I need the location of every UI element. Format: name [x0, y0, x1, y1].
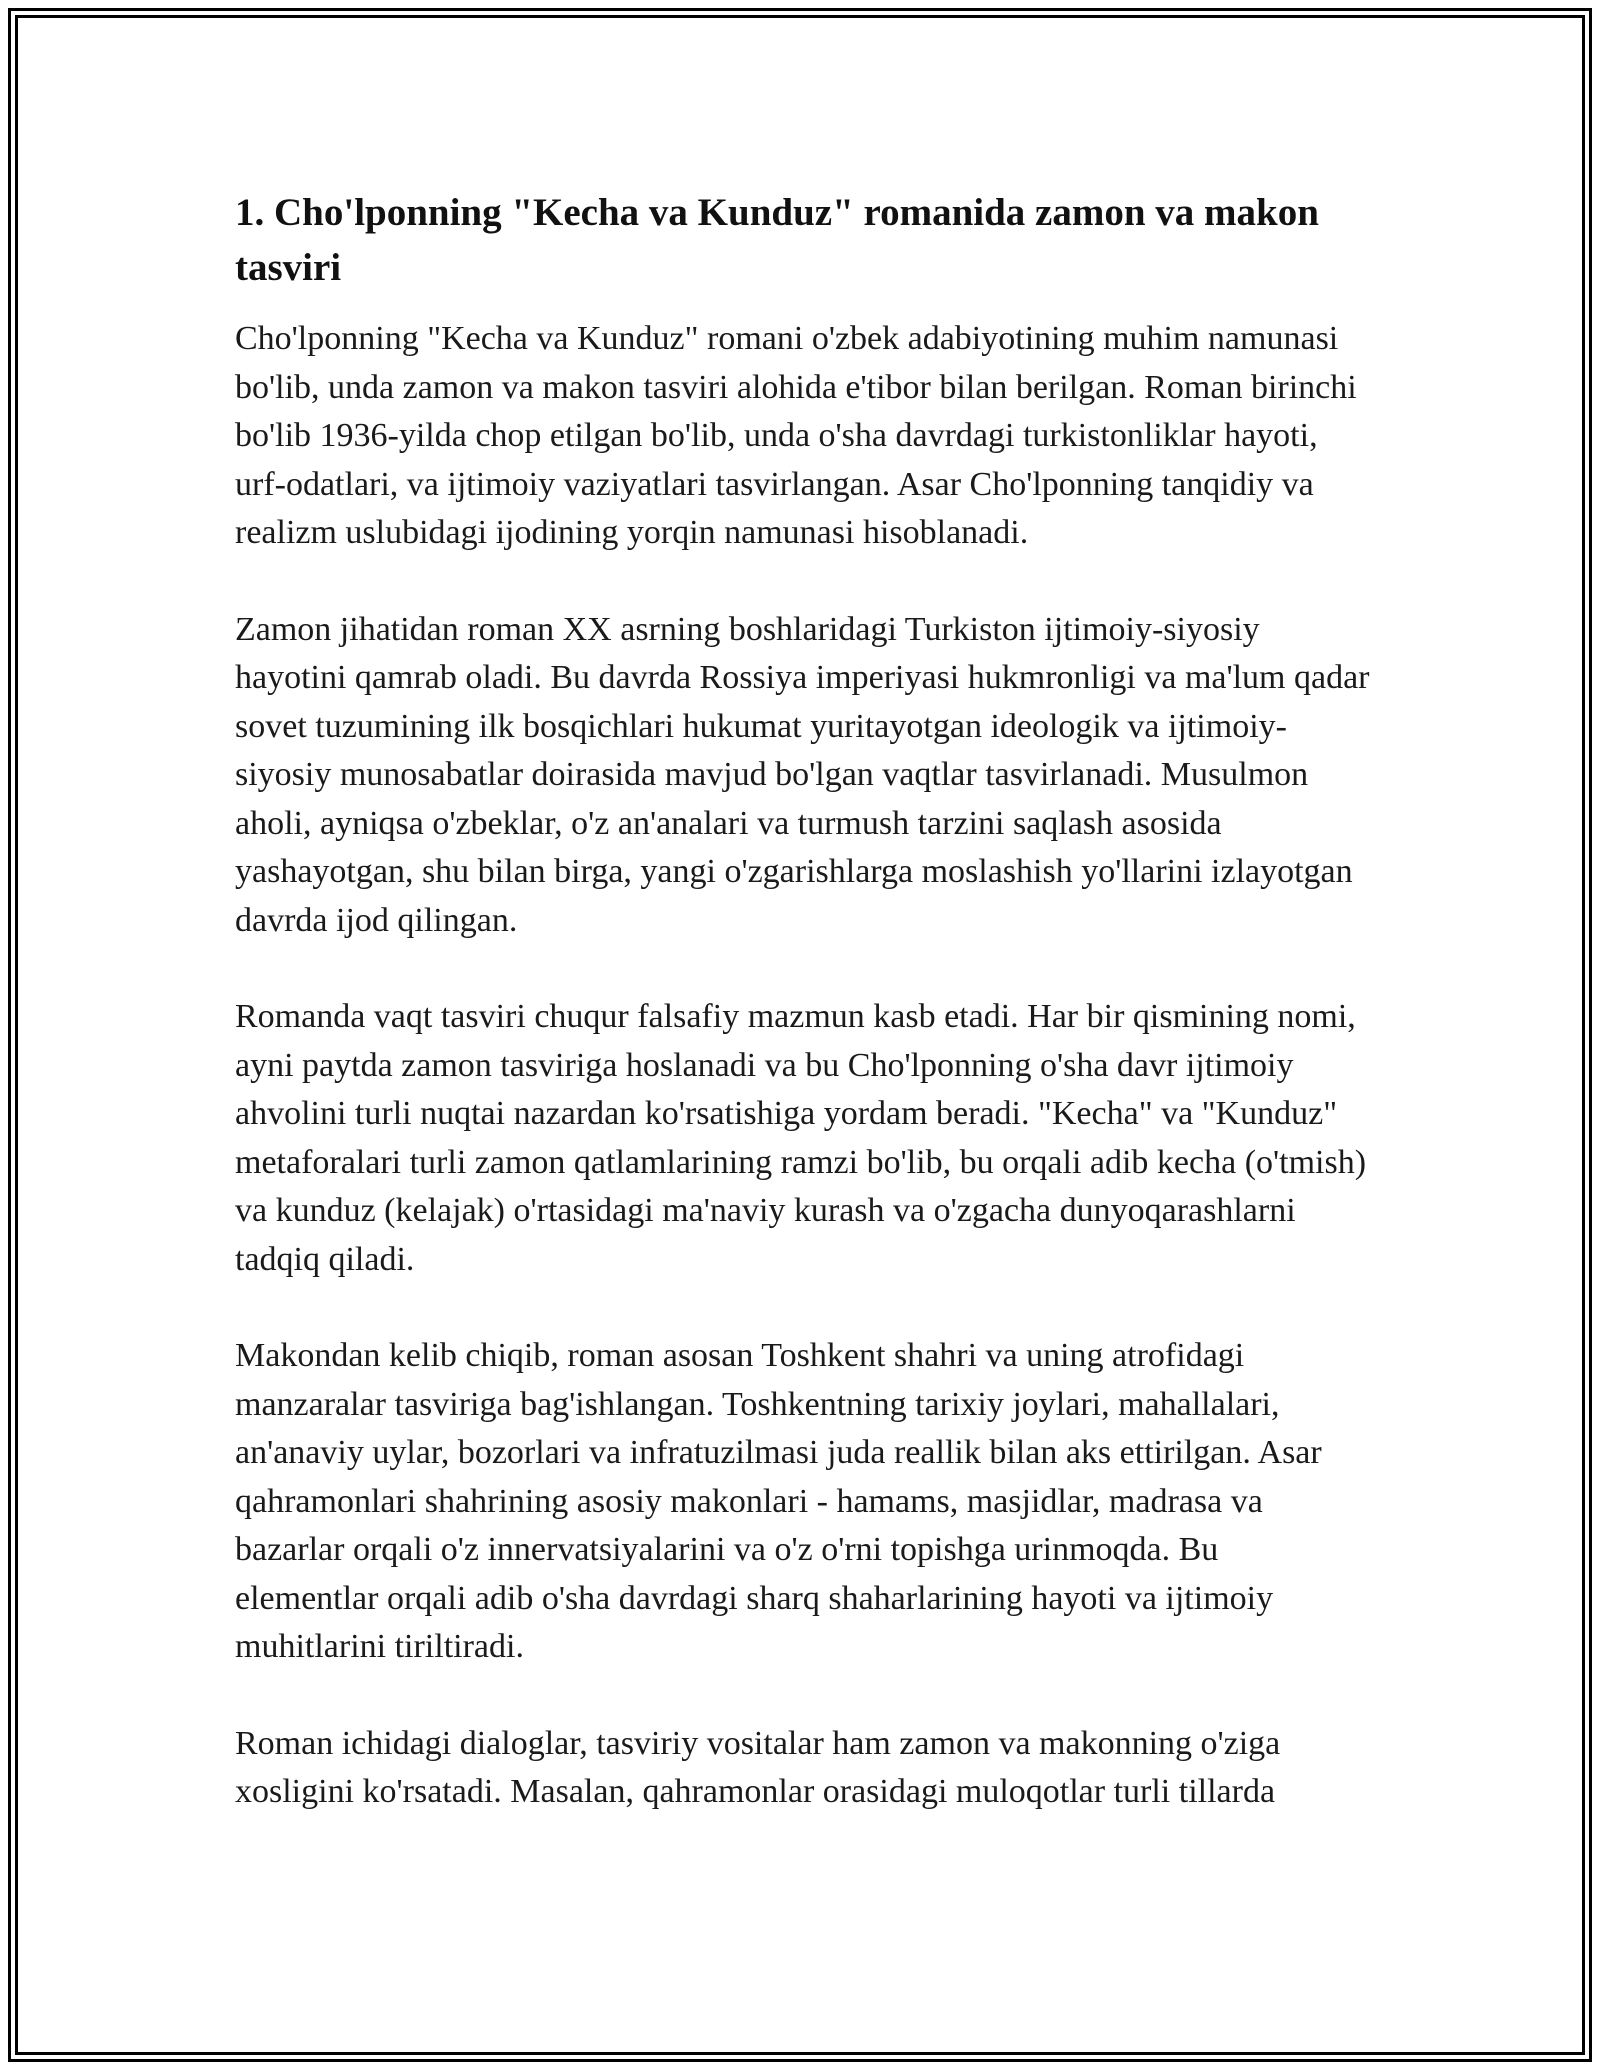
document-paragraphs [235, 315, 1370, 1817]
paragraph: Roman ichidagi dialoglar, tasviriy vositalar ham zamon va makonning o'ziga xosligini ko'rsatadi. Masalan, qahramonlar orasidagi muloqotlar turli tillarda [235, 1724, 1281, 1810]
paragraph: Romanda vaqt tasviri chuqur falsafiy mazmun kasb etadi. Har bir qismining nomi, ayni paytda zamon tasviriga hoslanadi va bu Cho'lponning o'sha davr ijtimoiy ahvolini turli nuqtai nazardan ko'rsatishiga yordam beradi. "Kecha" va "Kunduz" metaforalari turli zamon qatlamlarining ramzi bo'lib, bu orqali adib kecha (o'tmish) va kunduz (kelajak) o'rtasidagi ma'naviy kurash va o'zgacha dunyoqarashlarni tadqiq qiladi. [235, 998, 1367, 1278]
document-body [235, 185, 1370, 1865]
paragraph: Makondan kelib chiqib, roman asosan Toshkent shahri va uning atrofidagi manzaralar tasviriga bag'ishlangan. Toshkentning tarixiy joylari, mahallalari, an'anaviy uylar, bozorlari va infratuzilmasi juda reallik bilan aks ettirilgan. Asar qahramonlari shahrining asosiy makonlari - hamams, masjidlar, madrasa va bazarlar orqali o'z innervatsiyalarini va o'z o'rni topishga urinmoqda. Bu elementlar orqali adib o'sha davrdagi sharq shaharlarining hayoti va ijtimoiy muhitlarini tiriltiradi. [235, 1337, 1322, 1665]
document-title: 1. Cho'lponning "Kecha va Kunduz" romanida zamon va makon tasviri [235, 191, 1319, 289]
paragraph: Zamon jihatidan roman XX asrning boshlaridagi Turkiston ijtimoiy-siyosiy hayotini qamrab oladi. Bu davrda Rossiya imperiyasi hukmronligi va ma'lum qadar sovet tuzumining ilk bosqichlari hukumat yuritayotgan ideologik va ijtimoiy-siyosiy munosabatlar doirasida mavjud bo'lgan vaqtlar tasvirlanadi. Musulmon aholi, ayniqsa o'zbeklar, o'z an'analari va turmush tarzini saqlash asosida yashayotgan, shu bilan birga, yangi o'zgarishlarga moslashish yo'llarini izlayotgan davrda ijod qilingan. [235, 610, 1370, 939]
paragraph: Cho'lponning "Kecha va Kunduz" romani o'zbek adabiyotining muhim namunasi bo'lib, unda zamon va makon tasviri alohida e'tibor bilan berilgan. Roman birinchi bo'lib 1936-yilda chop etilgan bo'lib, unda o'sha davrdagi turkistonliklar hayoti, urf-odatlari, va ijtimoiy vaziyatlari tasvirlangan. Asar Cho'lponning tanqidiy va realizm uslubidagi ijodining yorqin namunasi hisoblanadi. [235, 320, 1357, 551]
